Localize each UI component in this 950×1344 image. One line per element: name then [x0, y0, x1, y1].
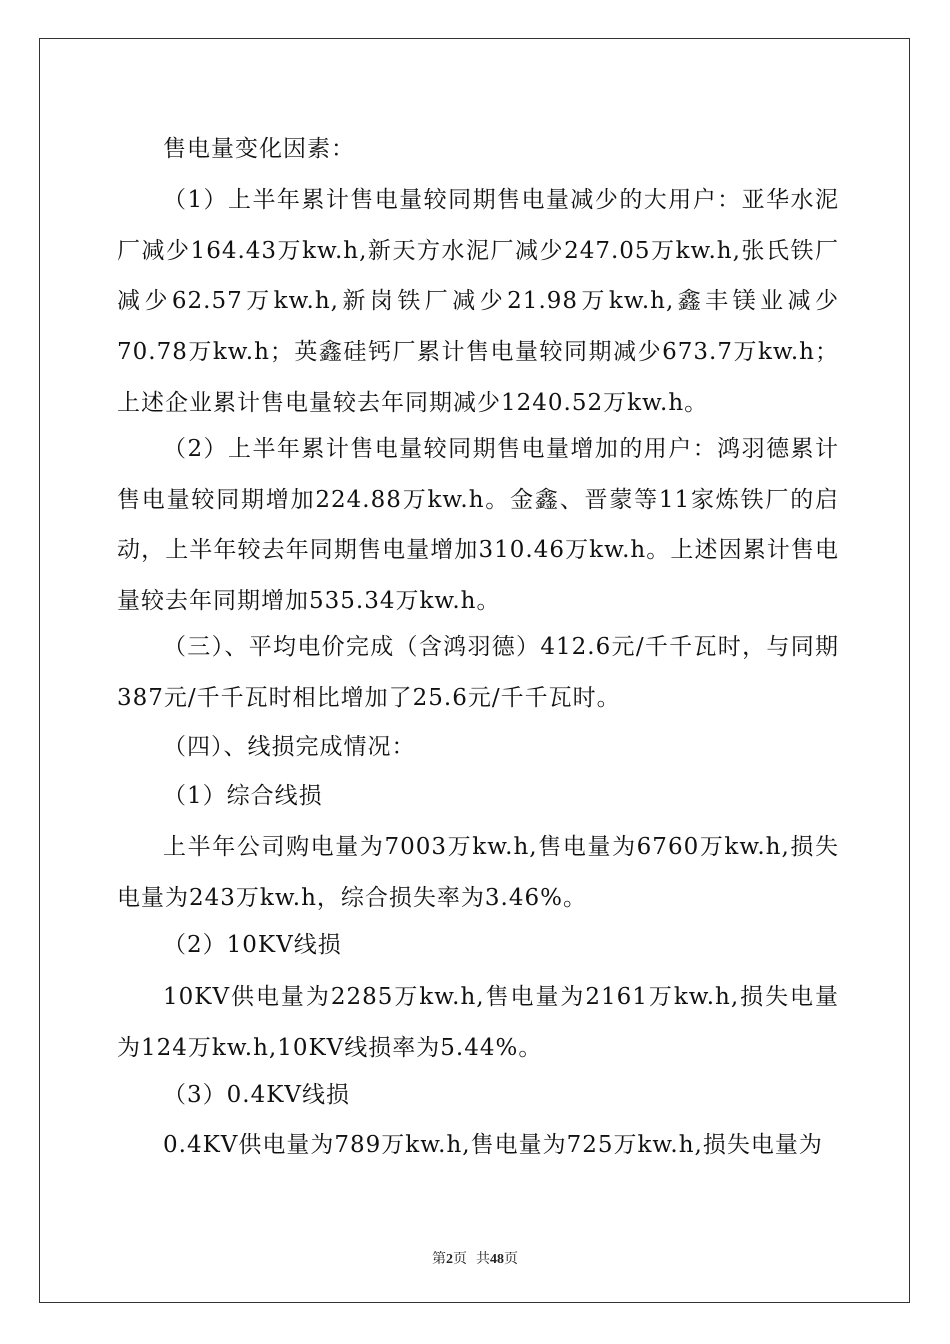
paragraph: 售电量变化因素：: [163, 136, 355, 162]
paragraph: （三）、平均电价完成（含鸿羽德）412.6元/千千瓦时，与同期387元/千千瓦时相比增加了25.6元/千千瓦时。: [117, 634, 839, 711]
page-footer: [0, 1248, 950, 1268]
total-page-number: 48: [489, 1252, 504, 1267]
paragraph: 10KV供电量为2285万kw.h,售电量为2161万kw.h,损失电量为124万kw.h,10KV线损率为5.44%。: [117, 984, 839, 1061]
paragraph: （2）10KV线损: [163, 932, 342, 958]
paragraph: （1）上半年累计售电量较同期售电量减少的大用户：亚华水泥厂减少164.43万kw.h,新天方水泥厂减少247.05万kw.h,张氏铁厂减少62.57万kw.h,新岗铁厂减少21.98万kw.h,鑫丰镁业减少70.78万kw.h；英鑫硅钙厂累计售电量较同期减少673.7万kw.h；上述企业累计售电量较去年同期减少1240.52万kw.h。: [117, 187, 839, 416]
paragraph: （3）0.4KV线损: [163, 1082, 351, 1108]
paragraph: 上半年公司购电量为7003万kw.h,售电量为6760万kw.h,损失电量为243万kw.h，综合损失率为3.46%。: [117, 834, 839, 911]
paragraph: （2）上半年累计售电量较同期售电量增加的用户：鸿羽德累计售电量较同期增加224.88万kw.h。金鑫、晋蒙等11家炼铁厂的启动，上半年较去年同期售电量增加310.46万kw.h。上述因累计售电量较去年同期增加535.34万kw.h。: [117, 436, 839, 615]
footer-suffix: 页: [503, 1251, 518, 1267]
paragraph: （四）、线损完成情况：: [163, 734, 416, 760]
current-page-number: 2: [446, 1252, 454, 1267]
footer-middle: 页 共: [453, 1251, 490, 1267]
footer-prefix: 第: [432, 1251, 447, 1267]
paragraph: 0.4KV供电量为789万kw.h,售电量为725万kw.h,损失电量为: [163, 1132, 823, 1158]
paragraph: （1）综合线损: [163, 783, 323, 809]
